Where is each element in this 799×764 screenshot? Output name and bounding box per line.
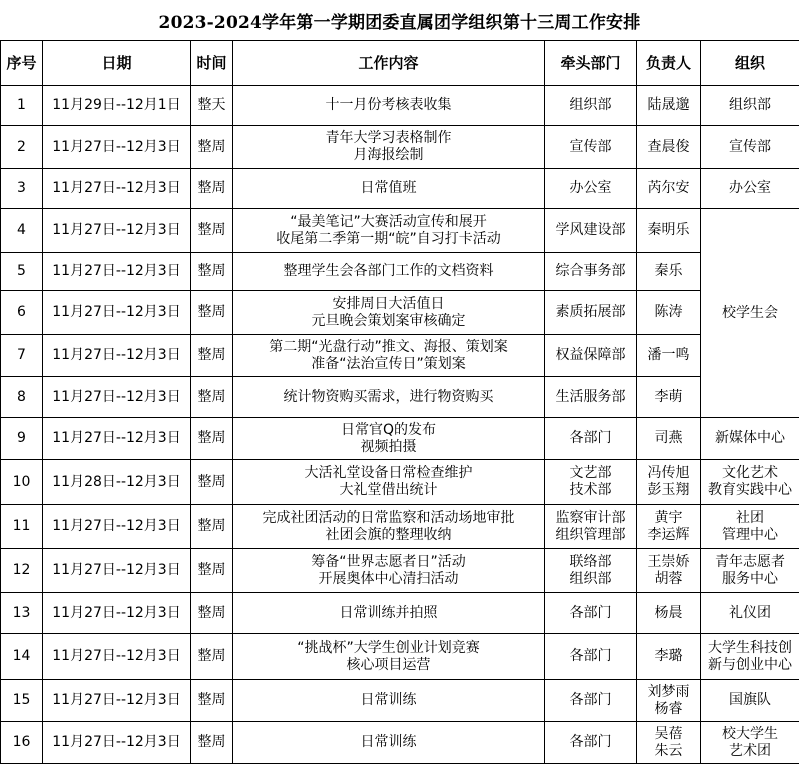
content-line: 准备“法治宣传日”策划案 [233, 356, 544, 373]
dept-line: 组织部 [545, 571, 636, 588]
table-row [1, 505, 799, 549]
org-line: 新与创业中心 [701, 657, 799, 674]
person-line: 陆晟邈 [637, 97, 700, 114]
content-line: 完成社团活动的日常监察和活动场地审批 [233, 510, 544, 527]
org-line: 新媒体中心 [701, 430, 799, 447]
cell-content [233, 335, 545, 377]
cell-content [233, 722, 545, 764]
content-line: 第二期“光盘行动”推文、海报、策划案 [233, 339, 544, 356]
cell-date: 11月27日--12月3日 [43, 126, 191, 169]
cell-no: 9 [1, 418, 43, 460]
cell-person [637, 418, 701, 460]
cell-content [233, 680, 545, 722]
content-line: 日常官Q的发布 [233, 422, 544, 439]
cell-dept [545, 335, 637, 377]
cell-date: 11月27日--12月3日 [43, 722, 191, 764]
person-line: 查晨俊 [637, 139, 700, 156]
cell-org [701, 549, 799, 593]
person-line: 冯传旭 [637, 465, 700, 482]
cell-date: 11月27日--12月3日 [43, 549, 191, 593]
person-line: 刘梦雨 [637, 684, 700, 701]
cell-date: 11月27日--12月3日 [43, 634, 191, 680]
cell-time: 整周 [191, 680, 233, 722]
content-line: 视频拍摄 [233, 439, 544, 456]
person-line: 李萌 [637, 389, 700, 406]
org-line: 办公室 [701, 180, 799, 197]
person-line: 王崇娇 [637, 554, 700, 571]
content-line: 十一月份考核表收集 [233, 97, 544, 114]
header-person: 负责人 [637, 41, 701, 86]
cell-org [701, 680, 799, 722]
dept-line: 各部门 [545, 605, 636, 622]
cell-time: 整周 [191, 253, 233, 291]
person-line: 李运辉 [637, 527, 700, 544]
cell-time: 整周 [191, 418, 233, 460]
cell-time: 整周 [191, 209, 233, 253]
cell-content [233, 377, 545, 418]
cell-person [637, 169, 701, 209]
cell-content [233, 291, 545, 335]
dept-line: 办公室 [545, 180, 636, 197]
cell-no: 11 [1, 505, 43, 549]
cell-content [233, 209, 545, 253]
cell-org [701, 86, 799, 126]
person-line: 芮尔安 [637, 180, 700, 197]
content-line: 月海报绘制 [233, 147, 544, 164]
cell-time: 整周 [191, 460, 233, 505]
content-line: 安排周日大活值日 [233, 296, 544, 313]
dept-line: 组织部 [545, 97, 636, 114]
dept-line: 联络部 [545, 554, 636, 571]
cell-dept [545, 460, 637, 505]
cell-time: 整周 [191, 377, 233, 418]
person-line: 潘一鸣 [637, 347, 700, 364]
table-row [1, 169, 799, 209]
content-line: 大礼堂借出统计 [233, 482, 544, 499]
header-date: 日期 [43, 41, 191, 86]
dept-line: 技术部 [545, 482, 636, 499]
person-line: 胡蓉 [637, 571, 700, 588]
table-row [1, 209, 799, 253]
cell-no: 13 [1, 593, 43, 634]
cell-person [637, 253, 701, 291]
cell-dept [545, 377, 637, 418]
header-content: 工作内容 [233, 41, 545, 86]
table-row [1, 634, 799, 680]
dept-line: 组织管理部 [545, 527, 636, 544]
cell-person [637, 377, 701, 418]
cell-time: 整周 [191, 549, 233, 593]
cell-no: 5 [1, 253, 43, 291]
cell-person [637, 634, 701, 680]
cell-content [233, 549, 545, 593]
cell-org [701, 593, 799, 634]
cell-content [233, 126, 545, 169]
cell-date: 11月27日--12月3日 [43, 505, 191, 549]
content-line: 开展奥体中心清扫活动 [233, 571, 544, 588]
dept-line: 各部门 [545, 692, 636, 709]
table-row [1, 418, 799, 460]
dept-line: 各部门 [545, 430, 636, 447]
cell-time: 整周 [191, 505, 233, 549]
person-line: 司燕 [637, 430, 700, 447]
dept-line: 各部门 [545, 648, 636, 665]
content-line: “挑战杯”大学生创业计划竞赛 [233, 640, 544, 657]
cell-dept [545, 86, 637, 126]
content-line: 元旦晚会策划案审核确定 [233, 313, 544, 330]
page-title: 2023-2024学年第一学期团委直属团学组织第十三周工作安排 [0, 0, 799, 40]
org-line: 国旗队 [701, 692, 799, 709]
person-line: 吴蓓 [637, 726, 700, 743]
person-line: 杨晨 [637, 605, 700, 622]
cell-content [233, 169, 545, 209]
cell-date: 11月27日--12月3日 [43, 209, 191, 253]
header-row [1, 41, 799, 86]
cell-date: 11月28日--12月3日 [43, 460, 191, 505]
cell-dept [545, 634, 637, 680]
cell-content [233, 634, 545, 680]
cell-dept [545, 505, 637, 549]
content-line: 整理学生会各部门工作的文档资料 [233, 263, 544, 280]
cell-no: 1 [1, 86, 43, 126]
dept-line: 文艺部 [545, 465, 636, 482]
cell-org [701, 460, 799, 505]
cell-time: 整天 [191, 86, 233, 126]
cell-person [637, 126, 701, 169]
cell-no: 14 [1, 634, 43, 680]
cell-no: 4 [1, 209, 43, 253]
cell-no: 15 [1, 680, 43, 722]
cell-date: 11月27日--12月3日 [43, 418, 191, 460]
content-line: 收尾第二季第一期“皖”自习打卡活动 [233, 231, 544, 248]
table-row [1, 593, 799, 634]
person-line: 杨睿 [637, 701, 700, 718]
table-row [1, 253, 799, 291]
cell-time: 整周 [191, 291, 233, 335]
table-row [1, 126, 799, 169]
org-line: 社团 [701, 510, 799, 527]
person-line: 陈涛 [637, 304, 700, 321]
header-no: 序号 [1, 41, 43, 86]
cell-content [233, 418, 545, 460]
cell-person [637, 505, 701, 549]
cell-content [233, 505, 545, 549]
cell-person [637, 209, 701, 253]
dept-line: 综合事务部 [545, 263, 636, 280]
table-row [1, 722, 799, 764]
org-line: 文化艺术 [701, 465, 799, 482]
table-row [1, 680, 799, 722]
cell-org [701, 126, 799, 169]
cell-no: 16 [1, 722, 43, 764]
org-line: 组织部 [701, 97, 799, 114]
cell-date: 11月29日--12月1日 [43, 86, 191, 126]
cell-date: 11月27日--12月3日 [43, 593, 191, 634]
cell-dept [545, 418, 637, 460]
cell-content [233, 86, 545, 126]
cell-time: 整周 [191, 722, 233, 764]
cell-date: 11月27日--12月3日 [43, 253, 191, 291]
cell-time: 整周 [191, 335, 233, 377]
cell-time: 整周 [191, 126, 233, 169]
content-line: 大活礼堂设备日常检查维护 [233, 465, 544, 482]
table-row [1, 549, 799, 593]
org-line: 青年志愿者 [701, 554, 799, 571]
cell-no: 10 [1, 460, 43, 505]
person-line: 黄宇 [637, 510, 700, 527]
dept-line: 学风建设部 [545, 222, 636, 239]
cell-content [233, 253, 545, 291]
person-line: 秦明乐 [637, 222, 700, 239]
cell-person [637, 86, 701, 126]
content-line: 日常训练并拍照 [233, 605, 544, 622]
dept-line: 监察审计部 [545, 510, 636, 527]
cell-org [701, 418, 799, 460]
cell-time: 整周 [191, 593, 233, 634]
org-line: 艺术团 [701, 743, 799, 760]
cell-no: 6 [1, 291, 43, 335]
cell-person [637, 335, 701, 377]
cell-no: 7 [1, 335, 43, 377]
cell-person [637, 680, 701, 722]
person-line: 李璐 [637, 648, 700, 665]
cell-org [701, 169, 799, 209]
org-line: 教育实践中心 [701, 482, 799, 499]
cell-time: 整周 [191, 169, 233, 209]
cell-org [701, 505, 799, 549]
schedule-table [0, 40, 799, 764]
content-line: 日常训练 [233, 734, 544, 751]
org-line: 大学生科技创 [701, 640, 799, 657]
person-line: 秦乐 [637, 263, 700, 280]
cell-dept [545, 291, 637, 335]
person-line: 朱云 [637, 743, 700, 760]
cell-dept [545, 169, 637, 209]
org-line: 校大学生 [701, 726, 799, 743]
cell-dept [545, 549, 637, 593]
cell-dept [545, 722, 637, 764]
org-line: 服务中心 [701, 571, 799, 588]
table-row [1, 377, 799, 418]
cell-person [637, 291, 701, 335]
content-line: 日常值班 [233, 180, 544, 197]
content-line: 日常训练 [233, 692, 544, 709]
dept-line: 权益保障部 [545, 347, 636, 364]
dept-line: 素质拓展部 [545, 304, 636, 321]
org-line: 管理中心 [701, 527, 799, 544]
person-line: 彭玉翔 [637, 482, 700, 499]
content-line: “最美笔记”大赛活动宣传和展开 [233, 214, 544, 231]
cell-date: 11月27日--12月3日 [43, 291, 191, 335]
cell-content [233, 460, 545, 505]
content-line: 统计物资购买需求，进行物资购买 [233, 389, 544, 406]
cell-content [233, 593, 545, 634]
cell-no: 3 [1, 169, 43, 209]
cell-date: 11月27日--12月3日 [43, 169, 191, 209]
org-line: 礼仪团 [701, 605, 799, 622]
cell-org [701, 722, 799, 764]
cell-dept [545, 126, 637, 169]
cell-no: 2 [1, 126, 43, 169]
dept-line: 生活服务部 [545, 389, 636, 406]
cell-dept [545, 593, 637, 634]
cell-no: 12 [1, 549, 43, 593]
cell-person [637, 593, 701, 634]
org-line: 宣传部 [701, 139, 799, 156]
dept-line: 各部门 [545, 734, 636, 751]
cell-org [701, 209, 799, 418]
table-row [1, 335, 799, 377]
header-org: 组织 [701, 41, 799, 86]
cell-dept [545, 209, 637, 253]
content-line: 筹备“世界志愿者日”活动 [233, 554, 544, 571]
content-line: 青年大学习表格制作 [233, 130, 544, 147]
cell-date: 11月27日--12月3日 [43, 335, 191, 377]
table-row [1, 86, 799, 126]
header-dept: 牵头部门 [545, 41, 637, 86]
cell-dept [545, 253, 637, 291]
cell-date: 11月27日--12月3日 [43, 680, 191, 722]
cell-dept [545, 680, 637, 722]
cell-date: 11月27日--12月3日 [43, 377, 191, 418]
content-line: 社团会旗的整理收纳 [233, 527, 544, 544]
org-line: 校学生会 [701, 305, 799, 322]
dept-line: 宣传部 [545, 139, 636, 156]
cell-person [637, 722, 701, 764]
cell-person [637, 549, 701, 593]
cell-person [637, 460, 701, 505]
cell-org [701, 634, 799, 680]
cell-no: 8 [1, 377, 43, 418]
content-line: 核心项目运营 [233, 657, 544, 674]
cell-time: 整周 [191, 634, 233, 680]
header-time: 时间 [191, 41, 233, 86]
table-row [1, 460, 799, 505]
table-row [1, 291, 799, 335]
